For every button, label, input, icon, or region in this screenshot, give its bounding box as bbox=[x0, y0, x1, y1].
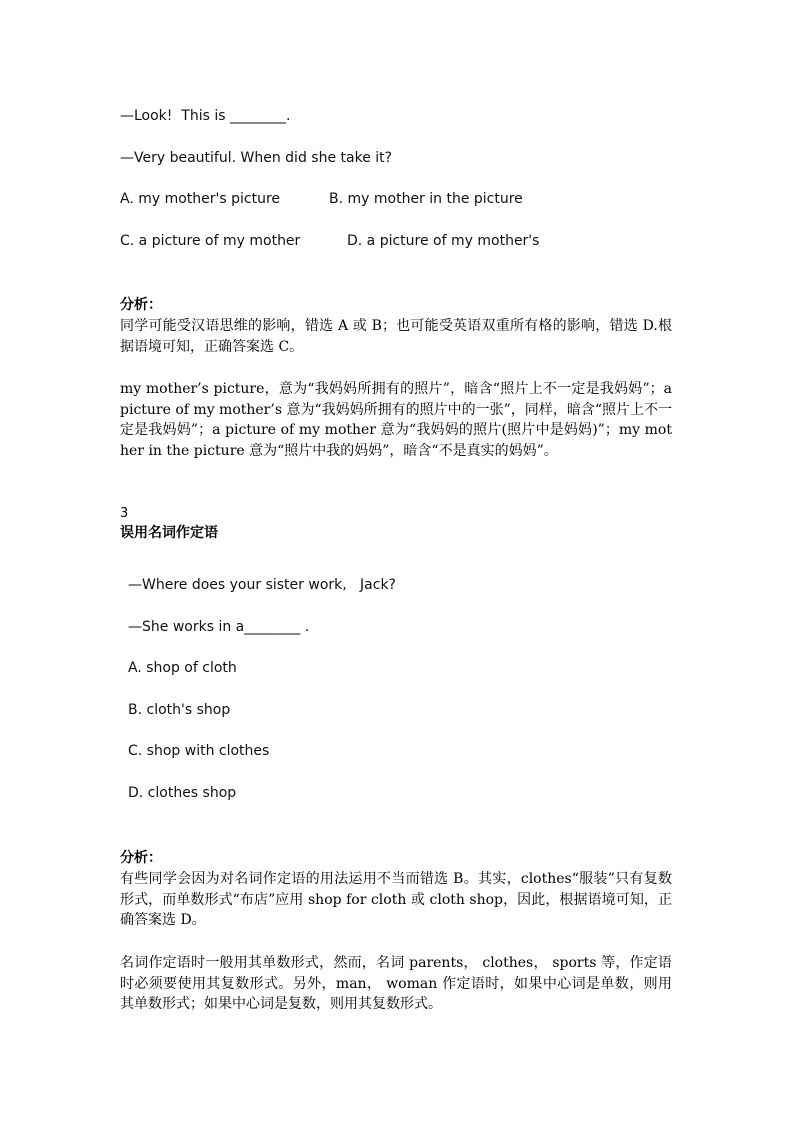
analysis-paragraph: 有些同学会因为对名词作定语的用法运用不当而错选 B。其实，clothes“服装”只有复数形式，而单数形式“布店”应用 shop for cloth 或 cloth shop，因此，根据语境可知，正确答案选 D。 bbox=[120, 871, 672, 928]
question-line: —Look! This is ________. bbox=[120, 108, 291, 124]
option-a: A. my mother's picture bbox=[120, 191, 281, 207]
section-heading: 误用名词作定语 bbox=[120, 525, 218, 541]
answer-line: —She works in a________ . bbox=[128, 619, 310, 635]
option-a: A. shop of cloth bbox=[128, 660, 237, 676]
option-d: D. a picture of my mother's bbox=[347, 233, 540, 249]
analysis-label: 分析： bbox=[120, 850, 162, 866]
section-number: 3 bbox=[120, 506, 129, 521]
explanation-paragraph: my mother’s picture，意为“我妈妈所拥有的照片”，暗含“照片上不一定是我妈妈”；a picture of my mother’s 意为“我妈妈所拥有的照片中的一张”，同样，暗含“照片上不一定是我妈妈”；a picture of my mother 意为“我妈妈的照片(照片中是妈妈)”；my mother in the picture 意为“照片中我的妈妈”，暗含“不是真实的妈妈”。 bbox=[120, 381, 672, 459]
option-b: B. cloth's shop bbox=[128, 702, 231, 718]
answer-line: —Very beautiful. When did she take it? bbox=[120, 150, 393, 166]
question-line: —Where does your sister work, Jack? bbox=[128, 577, 396, 593]
option-c: C. a picture of my mother bbox=[120, 233, 301, 249]
option-b: B. my mother in the picture bbox=[329, 191, 523, 207]
option-d: D. clothes shop bbox=[128, 785, 237, 801]
explanation-paragraph: 名词作定语时一般用其单数形式，然而，名词 parents， clothes， sports 等，作定语时必须要使用其复数形式。另外，man， woman 作定语时，如果中心词是单数，则用其单数形式；如果中心词是复数，则用其复数形式。 bbox=[120, 955, 672, 1012]
analysis-label: 分析： bbox=[120, 297, 162, 313]
option-c: C. shop with clothes bbox=[128, 743, 270, 759]
analysis-paragraph: 同学可能受汉语思维的影响，错选 A 或 B；也可能受英语双重所有格的影响，错选 D.根据语境可知，正确答案选 C。 bbox=[120, 318, 672, 355]
